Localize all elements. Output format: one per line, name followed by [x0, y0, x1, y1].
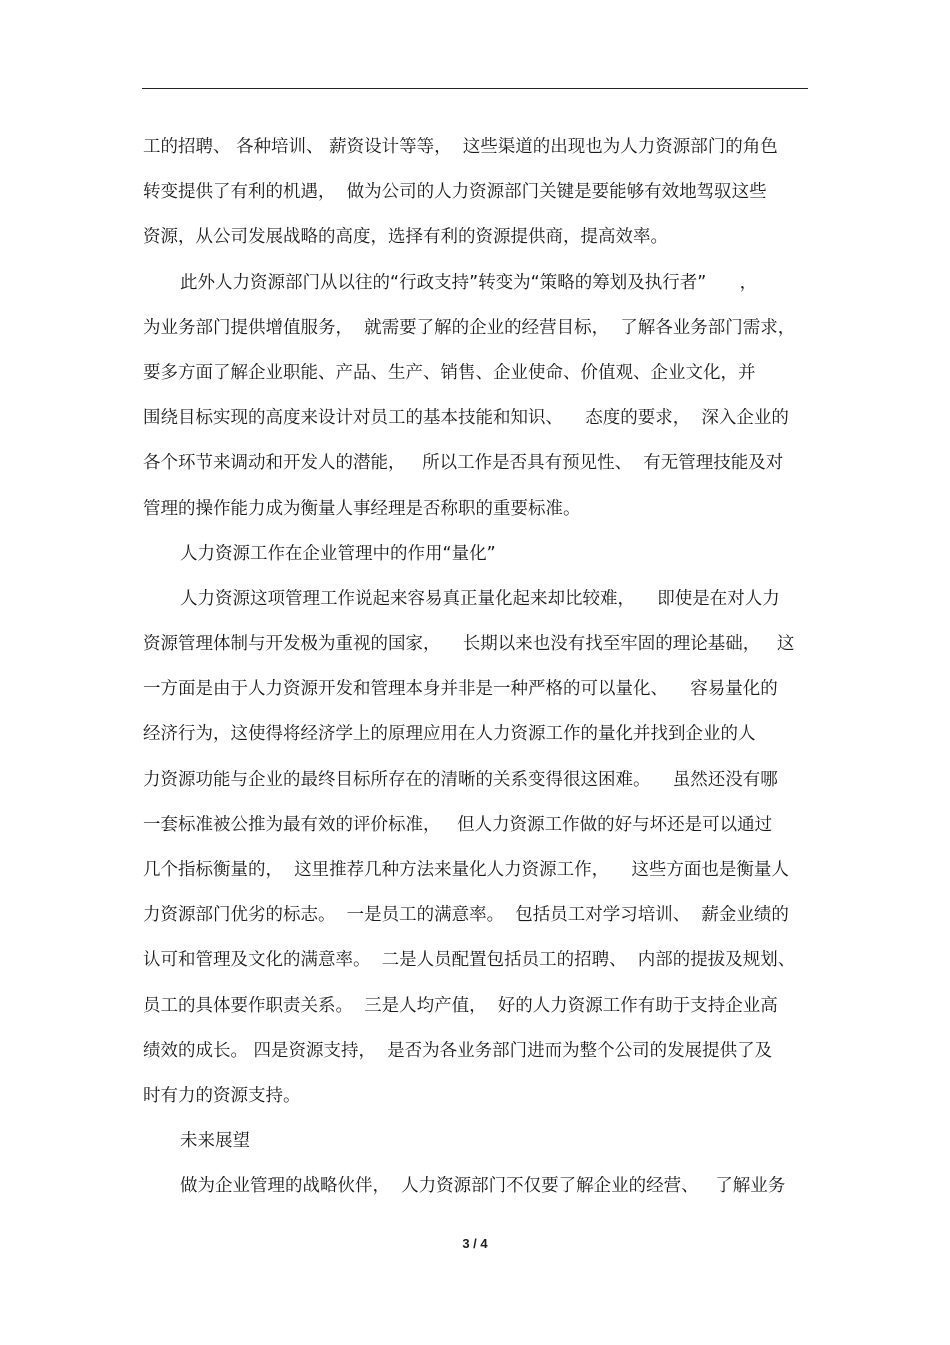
text-line: 资源，从公司发展战略的高度，选择有利的资源提供商，提高效率。	[143, 227, 668, 248]
section-heading: 人力资源工作在企业管理中的作用“量化”	[180, 543, 496, 564]
text-line: 几个指标衡量的， 这里推荐几种方法来量化人力资源工作， 这些方面也是衡量人	[143, 860, 789, 880]
paragraph-start: 做为企业管理的战略伙伴， 人力资源部门不仅要了解企业的经营、 了解业务	[180, 1176, 786, 1197]
document-body	[143, 128, 809, 1213]
text-line: 员工的具体要作职责关系。 三是人均产值， 好的人力资源工作有助于支持企业高	[143, 995, 778, 1016]
paragraph-start: 人力资源这项管理工作说起来容易真正量化起来却比较难， 即使是在对人力	[180, 588, 780, 609]
text-line: 绩效的成长。 四是资源支持， 是否为各业务部门进而为整个公司的发展提供了及	[143, 1040, 773, 1061]
text-line: 认可和管理及文化的满意率。 二是人员配置包括员工的招聘、 内部的提拔及规划、	[143, 950, 796, 971]
text-line: 各个环节来调动和开发人的潜能， 所以工作是否具有预见性、 有无管理技能及对	[143, 453, 784, 474]
header-rule	[142, 88, 808, 89]
text-line: 为业务部门提供增值服务， 就需要了解的企业的经营目标， 了解各业务部门需求，	[143, 317, 796, 338]
text-line: 一套标准被公推为最有效的评价标准， 但人力资源工作做的好与坏还是可以通过	[143, 814, 773, 835]
text-line: 力资源功能与企业的最终目标所存在的清晰的关系变得很这困难。 虽然还没有哪	[143, 769, 778, 790]
page-number: 3 / 4	[462, 1236, 488, 1251]
section-heading: 未来展望	[180, 1131, 250, 1152]
text-line: 力资源部门优劣的标志。 一是员工的满意率。 包括员工对学习培训、 薪金业绩的	[143, 905, 789, 926]
text-line: 资源管理体制与开发极为重视的国家， 长期以来也没有找至牢固的理论基础， 这	[143, 634, 795, 655]
text-line: 时有力的资源支持。	[143, 1085, 301, 1106]
text-line: 要多方面了解企业职能、产品、生产、销售、企业使命、价值观、企业文化，并	[143, 362, 756, 383]
paragraph-start: 此外人力资源部门从以往的“行政支持”转变为“策略的筹划及执行者” ，	[180, 272, 758, 293]
text-line: 围绕目标实现的高度来设计对员工的基本技能和知识、 态度的要求， 深入企业的	[143, 408, 789, 429]
text-line: 管理的操作能力成为衡量人事经理是否称职的重要标准。	[143, 498, 581, 519]
text-line: 转变提供了有利的机遇， 做为公司的人力资源部门关键是要能够有效地驾驭这些	[143, 182, 767, 203]
text-line: 经济行为，这使得将经济学上的原理应用在人力资源工作的量化并找到企业的人	[143, 724, 756, 745]
text-line: 工的招聘、 各种培训、 薪资设计等等， 这些渠道的出现也为人力资源部门的角色	[143, 137, 778, 157]
text-line: 一方面是由于人力资源开发和管理本身并非是一种严格的可以量化、 容易量化的	[143, 679, 778, 700]
